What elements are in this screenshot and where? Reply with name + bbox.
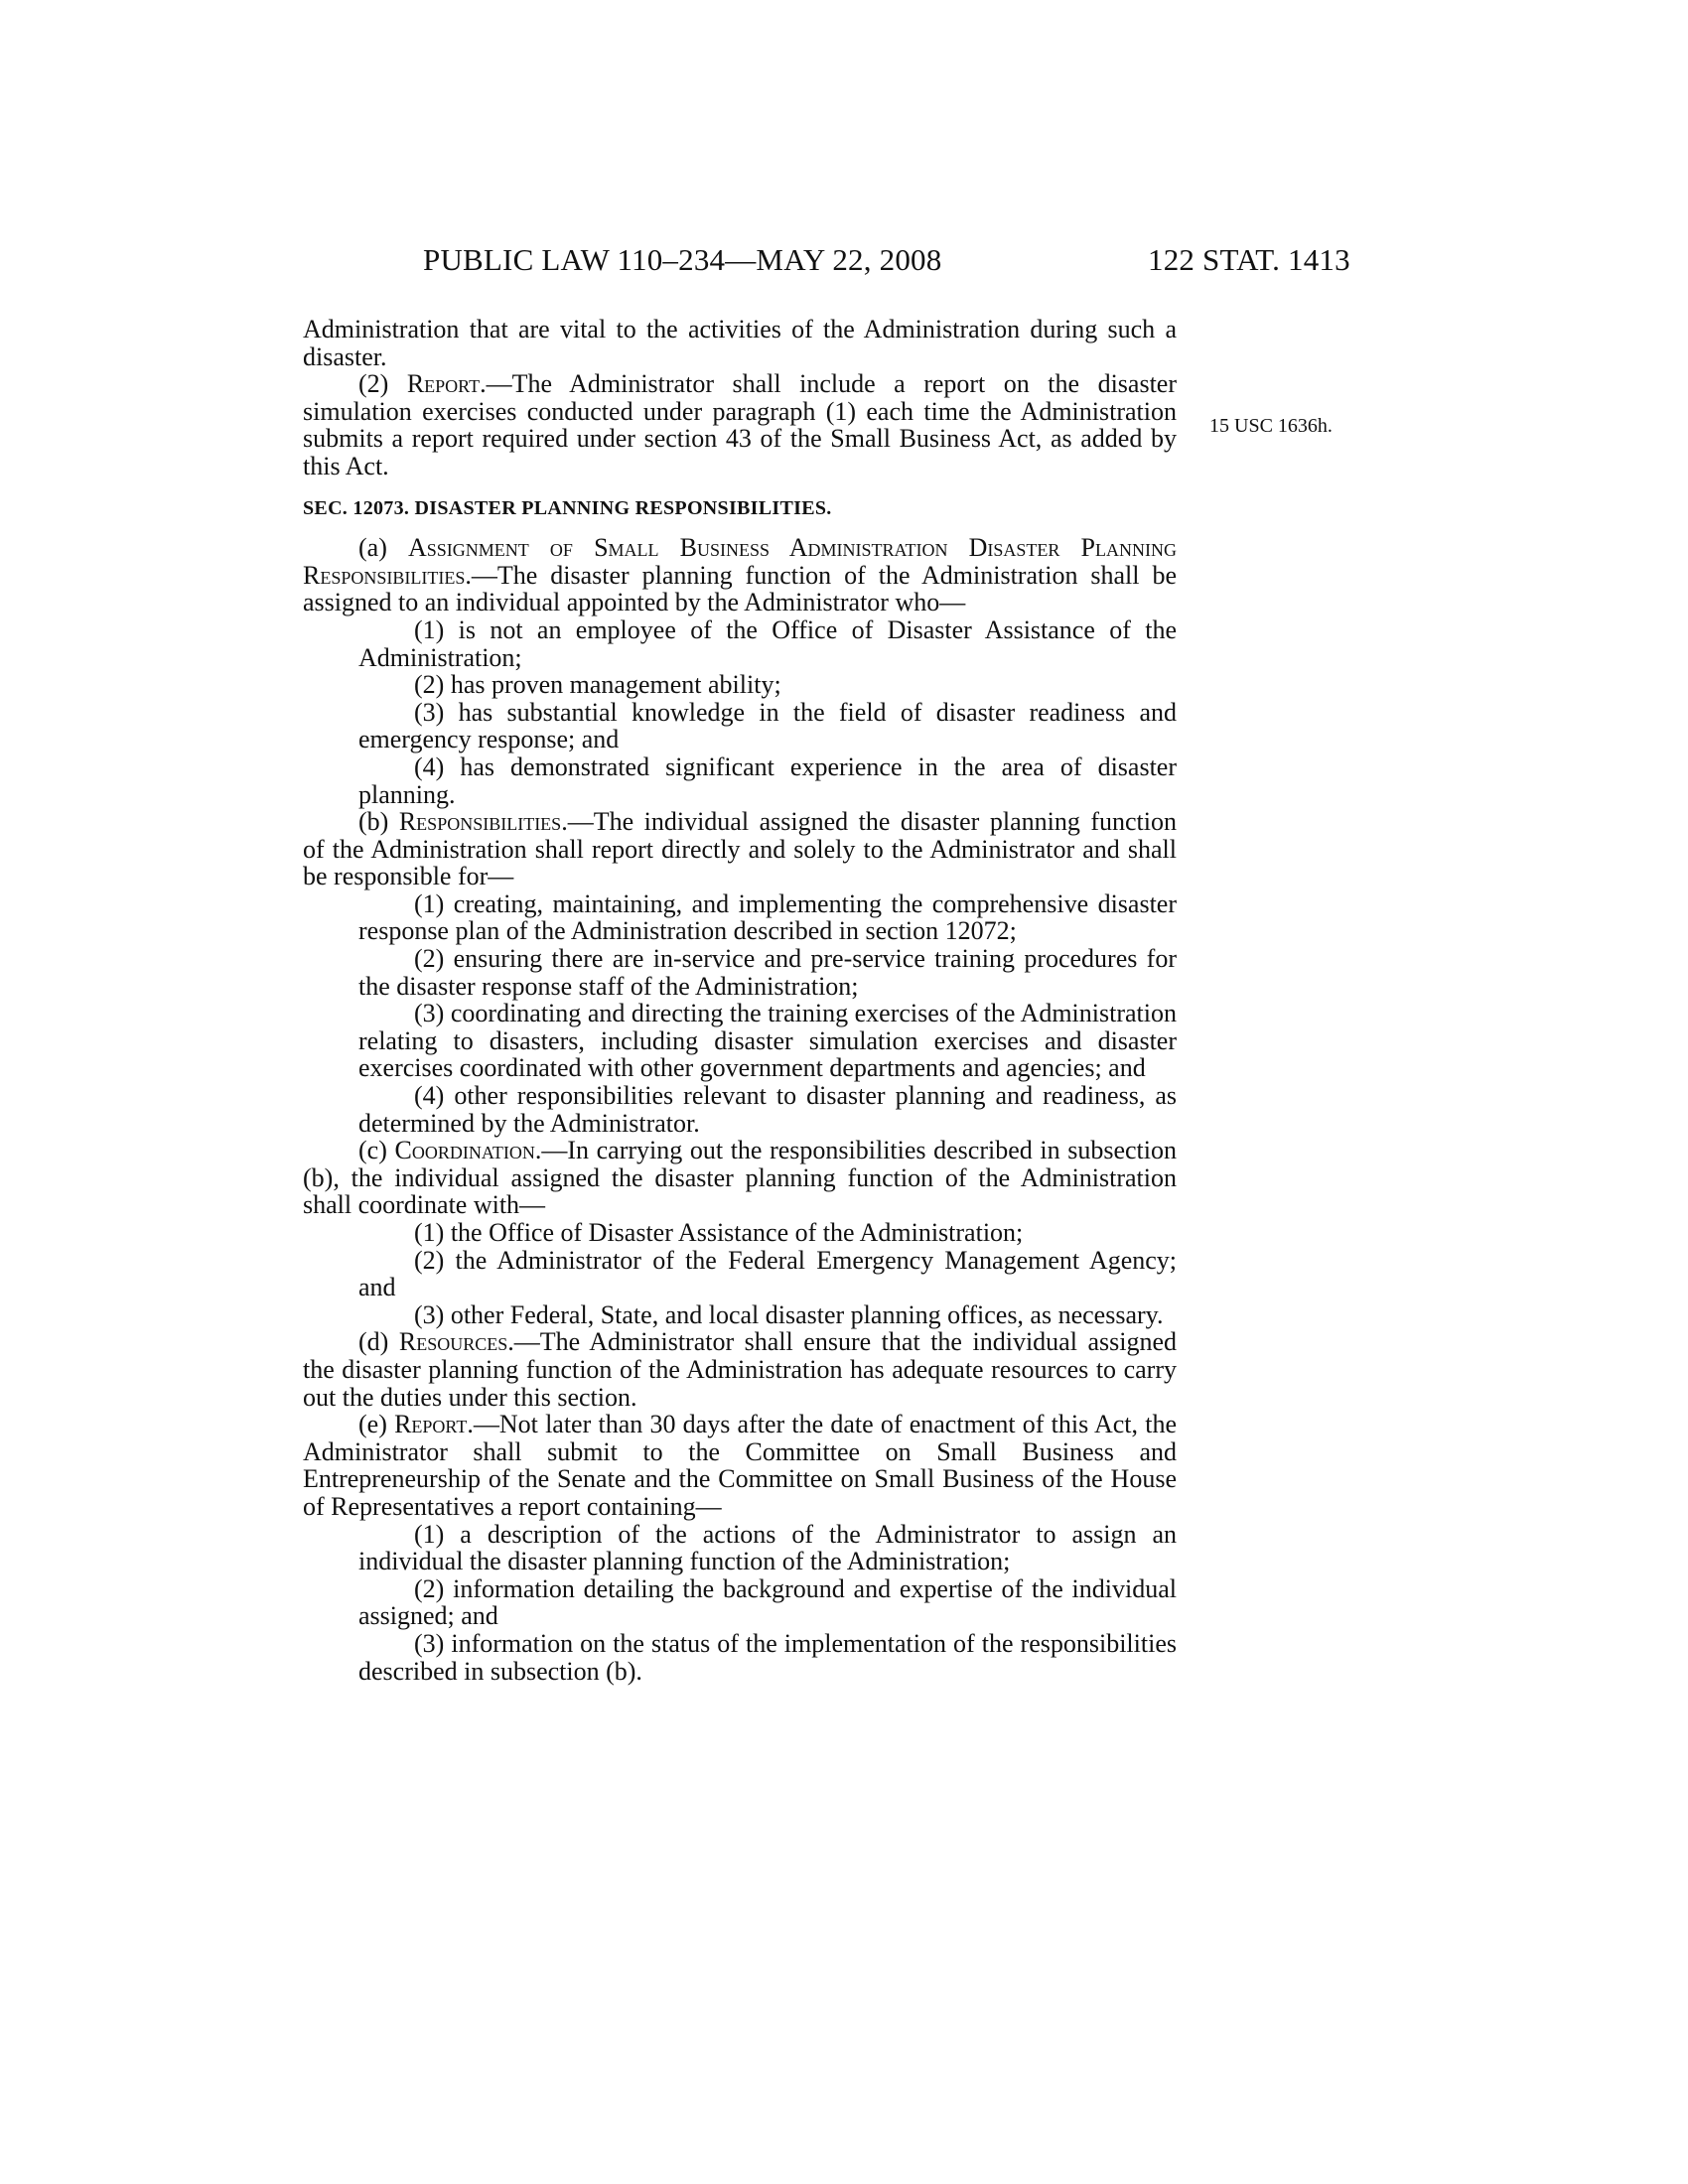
paragraph-label: (2): [358, 369, 407, 399]
subsection-b: [303, 808, 1177, 890]
list-item: (4) other responsibilities relevant to disaster planning and readiness, as determined by the Administrator.: [358, 1081, 1177, 1138]
subsection-label: (b): [358, 807, 399, 837]
list-item: (2) has proven management ability;: [414, 670, 781, 700]
subsection-c: [303, 1137, 1177, 1219]
subsection-label: (e): [358, 1410, 395, 1439]
page-header: [0, 242, 1688, 282]
subsection-text: .—The disaster planning function of the Administration shall be assigned to an individual appointed by the Administrator who—: [303, 560, 1177, 617]
subsection-text: .—The Administrator shall ensure that the individual assigned the disaster planning function of the Administration has adequate resources to carry out the duties under this section.: [303, 1327, 1177, 1412]
subsection-heading: Coordination: [394, 1136, 535, 1165]
public-law-citation: PUBLIC LAW 110–234—MAY 22, 2008: [423, 242, 942, 277]
subsection-text: .—The individual assigned the disaster planning function of the Administration shall report directly and solely to the Administrator and shall be responsible for—: [303, 807, 1177, 891]
subsection-heading: Assignment of Small Business Administration Disaster Planning Responsibilities: [303, 533, 1177, 590]
list-item: (1) the Office of Disaster Assistance of the Administration;: [414, 1218, 1024, 1247]
subsection-e: [303, 1411, 1177, 1520]
list-item: (2) the Administrator of the Federal Emergency Management Agency; and: [358, 1245, 1177, 1302]
list-item: (3) other Federal, State, and local disaster planning offices, as necessary.: [414, 1299, 1164, 1329]
subsection-label: (d): [358, 1327, 399, 1357]
paragraph-text: .—The Administrator shall include a report on the disaster simulation exercises conducted under paragraph (1) each time the Administration submits a report required under section 43 of the Small Business Act, as added by this Act.: [303, 369, 1177, 480]
statute-page-number: 122 STAT. 1413: [1148, 242, 1350, 277]
subsection-heading: Report: [394, 1410, 468, 1439]
subsection-a: [303, 534, 1177, 616]
list-item: (2) information detailing the background and expertise of the individual assigned; and: [358, 1573, 1177, 1631]
continuation-paragraph: Administration that are vital to the activities of the Administration during such a disaster.: [303, 315, 1177, 371]
paragraph-report: [303, 370, 1177, 479]
list-item: (3) coordinating and directing the training exercises of the Administration relating to disasters, including disaster simulation exercises and disaster exercises coordinated with other government departments and agencies; and: [358, 999, 1177, 1083]
subsection-heading: Resources: [398, 1327, 508, 1357]
subsection-text: .—In carrying out the responsibilities described in subsection (b), the individual assigned the disaster planning function of the Administration shall coordinate with—: [303, 1136, 1177, 1220]
list-item: (1) creating, maintaining, and implementing the comprehensive disaster response plan of the Administration described in section 12072;: [358, 888, 1177, 946]
list-item: (3) has substantial knowledge in the field of disaster readiness and emergency response; and: [358, 697, 1177, 754]
subsection-heading: Responsibilities: [398, 807, 562, 837]
list-item: (1) a description of the actions of the Administrator to assign an individual the disaster planning function of the Administration;: [358, 1519, 1177, 1576]
list-item: (4) has demonstrated significant experience in the area of disaster planning.: [358, 751, 1177, 809]
subsection-label: (a): [358, 533, 408, 563]
list-item: (1) is not an employee of the Office of Disaster Assistance of the Administration;: [358, 614, 1177, 672]
list-item: (2) ensuring there are in-service and pre-service training procedures for the disaster response staff of the Administration;: [358, 944, 1177, 1001]
subsection-d: [303, 1328, 1177, 1411]
subsection-text: .—Not later than 30 days after the date of enactment of this Act, the Administrator shall submit to the Committee on Small Business and Entrepreneurship of the Senate and the Committee on Small Business of the House of Representatives a report containing—: [303, 1410, 1177, 1521]
list-item: (3) information on the status of the implementation of the responsibilities described in subsection (b).: [358, 1628, 1177, 1686]
paragraph-heading: Report: [406, 369, 481, 399]
subsection-label: (c): [358, 1136, 395, 1165]
usc-margin-note: 15 USC 1636h.: [1209, 415, 1333, 437]
document-body: [303, 316, 1177, 1685]
section-heading: SEC. 12073. DISASTER PLANNING RESPONSIBILITIES.: [303, 496, 832, 519]
